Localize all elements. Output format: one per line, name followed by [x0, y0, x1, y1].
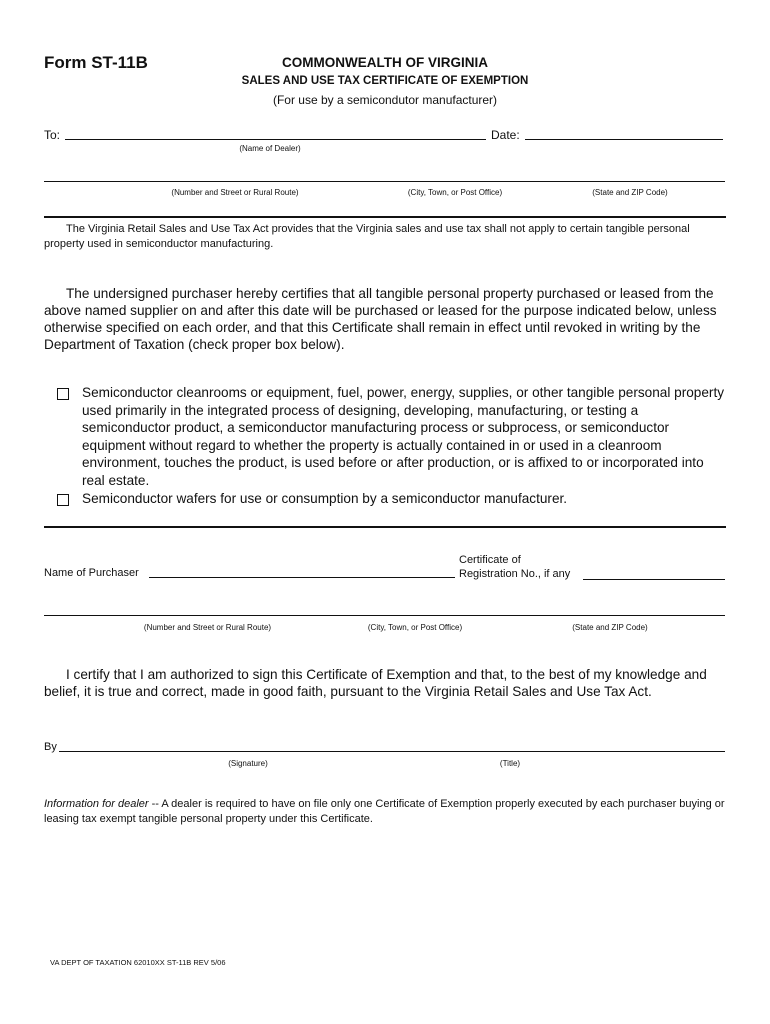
purchaser-city-caption: (City, Town, or Post Office)	[367, 623, 463, 632]
option-1-text: Semiconductor cleanrooms or equipment, fuel, power, energy, supplies, or other tangible personal property used primarily in the integrated process of designing, developing, manufacturing, or testing a semiconductor product, a semiconductor manufacturing process or subprocess, or semiconductor equipment without regard to whether the property is actually contained in or used in a cleanroom environment, touches the product, is used before or after production, or is affixed to or incorporated into real estate.	[82, 385, 725, 488]
by-label: By	[44, 741, 57, 753]
dealer-info-label: Information for dealer	[44, 798, 149, 810]
option-2-text: Semiconductor wafers for use or consumption by a semiconductor manufacturer.	[82, 491, 568, 506]
purchaser-name-field[interactable]	[149, 577, 455, 578]
date-field[interactable]	[525, 139, 723, 140]
date-label: Date:	[491, 128, 520, 142]
form-title: SALES AND USE TAX CERTIFICATE OF EXEMPTION	[241, 75, 529, 87]
divider	[44, 216, 726, 218]
divider	[44, 526, 726, 528]
form-subtitle: (For use by a semicondutor manufacturer)	[272, 93, 498, 107]
dealer-city-caption: (City, Town, or Post Office)	[407, 188, 503, 197]
registration-number-field[interactable]	[583, 579, 725, 580]
dealer-street-caption: (Number and Street or Rural Route)	[171, 188, 299, 197]
cert-label-line1: Certificate of	[459, 554, 521, 566]
purchaser-name-label: Name of Purchaser	[44, 567, 139, 579]
dealer-state-zip-caption: (State and ZIP Code)	[592, 188, 668, 197]
certify-paragraph: The undersigned purchaser hereby certifies that all tangible personal property purchased or leased from the above named supplier on and after this date will be purchased or leased for the purpose indicated below, unless otherwise specified on each order, and that this Certificate shall remain in effect until revoked in writing by the Department of Taxation (check proper box below).	[44, 286, 717, 352]
intro-paragraph: The Virginia Retail Sales and Use Tax Act provides that the Virginia sales and use tax shall not apply to certain tangible personal property used in semiconductor manufacturing.	[44, 223, 690, 250]
signature-field[interactable]	[59, 751, 725, 752]
signature-caption: (Signature)	[228, 759, 268, 768]
to-label: To:	[44, 128, 61, 142]
dealer-info-note	[44, 797, 734, 827]
dealer-name-field[interactable]	[65, 139, 486, 140]
purchaser-street-caption: (Number and Street or Rural Route)	[143, 623, 272, 632]
option-1-checkbox[interactable]	[57, 388, 69, 400]
authorization-paragraph: I certify that I am authorized to sign this Certificate of Exemption and that, to the best of my knowledge and belief, it is true and correct, made in good faith, pursuant to the Virginia Retail Sales and Use Tax Act.	[44, 667, 707, 699]
title-caption: (Title)	[499, 759, 521, 768]
dealer-info-text: -- A dealer is required to have on file only one Certificate of Exemption properly executed by each purchaser buying or leasing tax exempt tangible personal property under this Certificate.	[44, 798, 725, 825]
cert-label-line2: Registration No., if any	[459, 568, 571, 580]
purchaser-state-zip-caption: (State and ZIP Code)	[572, 623, 648, 632]
state-heading: COMMONWEALTH OF VIRGINIA	[282, 55, 488, 70]
form-number: Form ST-11B	[44, 53, 148, 72]
dealer-address-field[interactable]	[44, 181, 725, 182]
dealer-name-caption: (Name of Dealer)	[239, 144, 301, 153]
option-2-checkbox[interactable]	[57, 494, 69, 506]
purchaser-address-field[interactable]	[44, 615, 725, 616]
footer-code: VA DEPT OF TAXATION 62010XX ST-11B REV 5/06	[50, 958, 226, 967]
